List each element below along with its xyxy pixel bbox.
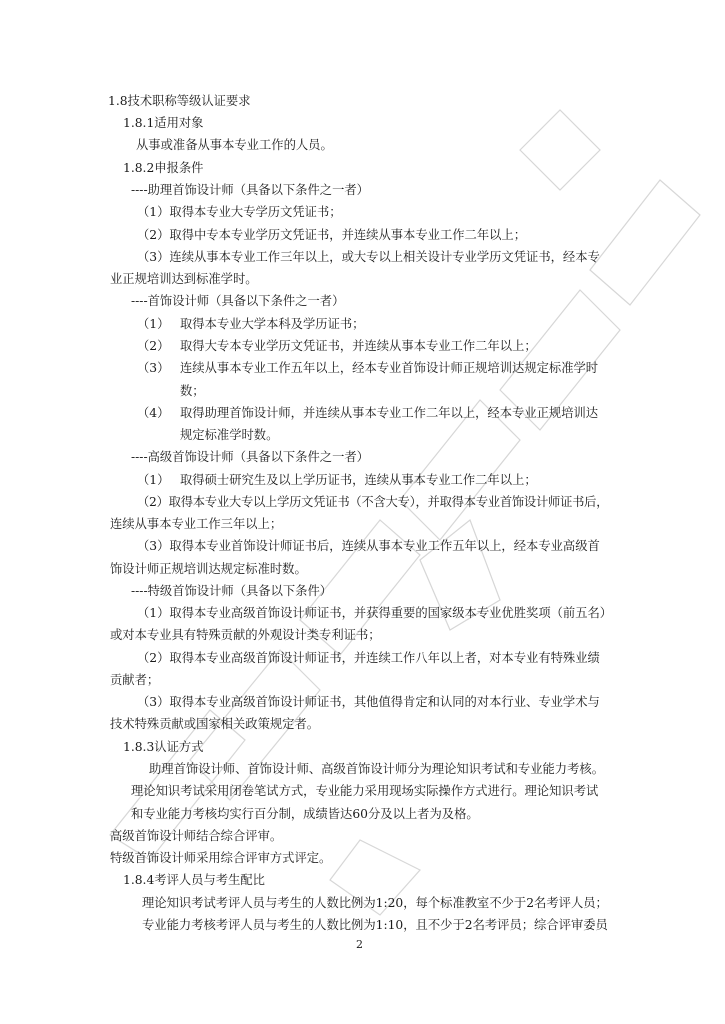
list-item-continuation: 规定标准学时数。 (180, 428, 279, 442)
list-item-continuation: 贡献者； (110, 673, 160, 687)
section-title-1-8-2: 1.8.2申报条件 (123, 161, 204, 175)
paragraph: 理论知识考试采用闭卷笔试方式，专业能力采用现场实际操作方式进行。理论知识考试 (131, 784, 599, 798)
list-item: （3）取得本专业首饰设计师证书后，连续从事本专业工作五年以上，经本专业高级首 (137, 539, 600, 553)
list-item (137, 405, 598, 421)
list-number: （1） (137, 473, 170, 487)
list-number: （2） (137, 339, 170, 353)
paragraph: 专业能力考核考评人员与考生的人数比例为1:10，且不少于2名考评员；综合评审委员 (142, 918, 608, 932)
section-title-1-8-1: 1.8.1适用对象 (123, 116, 204, 130)
list-item-continuation: 饰设计师正规培训达规定标准时数。 (110, 562, 307, 576)
list-item: （1）取得本专业大专学历文凭证书； (137, 205, 342, 219)
list-text: 取得本专业大学本科及学历证书； (180, 317, 365, 331)
section-heading-1-8: 1.8技术职称等级认证要求 (108, 94, 251, 108)
section-title-1-8-4: 1.8.4考评人员与考生配比 (123, 873, 265, 887)
list-item (137, 338, 537, 354)
list-item: （3）连续从事本专业工作三年以上，或大专以上相关设计专业学历文凭证书，经本专 (137, 250, 600, 264)
list-text: 取得大专本专业学历文凭证书，并连续从事本专业工作二年以上； (180, 339, 537, 353)
list-item-continuation: 业正规培训达到标准学时。 (110, 272, 258, 286)
list-item (137, 316, 364, 332)
paragraph: 助理首饰设计师、首饰设计师、高级首饰设计师分为理论知识考试和专业能力考核。 (149, 762, 604, 776)
paragraph: 理论知识考试考评人员与考生的人数比例为1:20，每个标准教室不少于2名考评人员； (142, 896, 608, 910)
list-number: （3） (137, 361, 170, 375)
list-item: （2）取得中专本专业学历文凭证书，并连续从事本专业工作二年以上； (137, 228, 527, 242)
list-item: （3）取得本专业高级首饰设计师证书，其他值得肯定和认同的对本行业、专业学术与 (137, 695, 600, 709)
list-item: （2）取得本专业大专以上学历文凭证书（不含大专），并取得本专业首饰设计师证书后， (137, 495, 609, 509)
list-item (137, 360, 598, 376)
list-item (137, 472, 537, 488)
list-item-continuation: 连续从事本专业工作三年以上； (110, 517, 283, 531)
special-designer-header: ----特级首饰设计师（具备以下条件） (131, 584, 333, 598)
paragraph: 和专业能力考核均实行百分制，成绩皆达60分及以上者为及格。 (131, 807, 479, 821)
list-item-continuation: 数； (180, 384, 205, 398)
list-text: 连续从事本专业工作五年以上，经本专业首饰设计师正规培训达规定标准学时 (180, 361, 599, 375)
assistant-designer-header: ----助理首饰设计师（具备以下条件之一者） (131, 183, 369, 197)
list-item: （1）取得本专业高级首饰设计师证书，并获得重要的国家级本专业优胜奖项（前五名） (137, 606, 613, 620)
page-number: 2 (356, 938, 363, 951)
designer-header: ----首饰设计师（具备以下条件之一者） (131, 294, 345, 308)
list-item-continuation: 或对本专业具有特殊贡献的外观设计类专利证书； (110, 628, 381, 642)
paragraph: 从事或准备从事本专业工作的人员。 (136, 138, 333, 152)
list-number: （1） (137, 317, 170, 331)
list-item: （2）取得本专业高级首饰设计师证书，并连续工作八年以上者，对本专业有特殊业绩 (137, 651, 600, 665)
senior-designer-header: ----高级首饰设计师（具备以下条件之一者） (131, 450, 369, 464)
section-title-1-8-3: 1.8.3认证方式 (123, 740, 204, 754)
list-number: （4） (137, 406, 170, 420)
list-text: 取得硕士研究生及以上学历证书，连续从事本专业工作二年以上； (180, 473, 537, 487)
list-text: 取得助理首饰设计师，并连续从事本专业工作二年以上，经本专业正规培训达 (180, 406, 599, 420)
paragraph: 高级首饰设计师结合综合评审。 (110, 829, 283, 843)
paragraph: 特级首饰设计师采用综合评审方式评定。 (110, 851, 332, 865)
list-item-continuation: 技术特殊贡献或国家相关政策规定者。 (110, 717, 320, 731)
